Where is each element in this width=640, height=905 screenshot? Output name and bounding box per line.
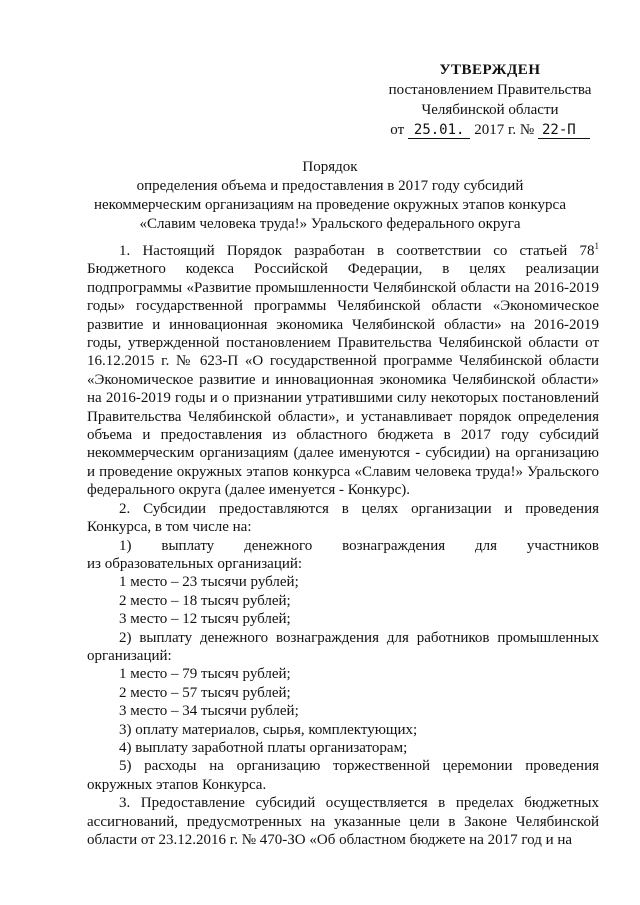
list-item-2: 2) выплату денежного вознаграждения для работников промышленных организаций: bbox=[87, 629, 599, 664]
heading-line-2: определения объема и предоставления в 2017 году субсидий bbox=[136, 178, 524, 194]
approval-date-prefix: от bbox=[390, 122, 405, 138]
approval-date-line bbox=[360, 120, 620, 140]
paragraph-1 bbox=[87, 242, 599, 500]
list-item-1: 1) выплату денежного вознаграждения для участников bbox=[119, 537, 599, 554]
list-item-2-place-2: 2 место – 57 тысяч рублей; bbox=[119, 684, 291, 701]
approval-stamp bbox=[360, 60, 620, 140]
heading-line-4: «Славим человека труда!» Уральского федерального округа bbox=[139, 216, 521, 232]
approval-line-2: Челябинской области bbox=[421, 102, 559, 118]
approval-date-year: 2017 г. № bbox=[474, 122, 535, 138]
list-item-2-place-3: 3 место – 34 тысячи рублей; bbox=[119, 703, 299, 720]
heading-line-3: некоммерческим организациям на проведение окружных этапов конкурса bbox=[93, 197, 567, 213]
document-heading bbox=[40, 158, 620, 234]
paragraph-1-start: 1. Настоящий Порядок разработан в соответствии со статьей 78 bbox=[119, 243, 595, 259]
approval-title: УТВЕРЖДЕН bbox=[439, 62, 541, 78]
approval-line-1: постановлением Правительства bbox=[388, 82, 592, 98]
list-item-1-continuation: из образовательных организаций: bbox=[87, 555, 303, 572]
heading-line-1: Порядок bbox=[302, 159, 358, 175]
list-item-1-place-3: 3 место – 12 тысяч рублей; bbox=[119, 611, 291, 628]
paragraph-1-rest: Бюджетного кодекса Российской Федерации, в целях реализации подпрограммы «Развитие промышленности Челябинской области на 2016-2019 годы» государственной программы Челябинской области «Экономическое развитие и инновационная экономика Челябинской области» на 2016-2019 годы, утвержденной постановлением Правительства Челябинской области от 16.12.2015 г. № 623-П «О государственной программе Челябинской области «Экономическое развитие и инновационная экономика Челябинской области» на 2016-2019 годы и о признании утратившими силу некоторых постановлений Правительства Челябинской области», и устанавливает порядок определения объема и предоставления из областного бюджета в 2017 году субсидий некоммерческим организациям (далее именуются - субсидии) на организацию и проведение окружных этапов конкурса «Славим человека труда!» Уральского федерального округа (далее именуется - Конкурс). bbox=[87, 261, 599, 499]
paragraph-2: 2. Субсидии предоставляются в целях организации и проведения Конкурса, в том числе на: bbox=[87, 500, 599, 536]
paragraph-3: 3. Предоставление субсидий осуществляется в пределах бюджетных ассигнований, предусмотренных на указанные цели в Законе Челябинской области от 23.12.2016 г. № 470-ЗО «Об областном бюджете на 2017 год и на bbox=[87, 795, 599, 848]
document-body bbox=[87, 242, 599, 849]
list-item-2-place-1: 1 место – 79 тысяч рублей; bbox=[119, 666, 291, 683]
approval-number-handwritten: 22-П bbox=[538, 122, 590, 139]
list-item-1-place-2: 2 место – 18 тысяч рублей; bbox=[119, 592, 291, 609]
list-item-3: 3) оплату материалов, сырья, комплектующих; bbox=[119, 721, 418, 738]
list-item-4: 4) выплату заработной платы организаторам; bbox=[119, 739, 408, 756]
approval-date-handwritten: 25.01. bbox=[408, 122, 471, 139]
list-item-5: 5) расходы на организацию торжественной церемонии проведения окружных этапов Конкурса. bbox=[87, 758, 599, 793]
paragraph-1-superscript: 1 bbox=[594, 241, 599, 251]
list-item-1-place-1: 1 место – 23 тысячи рублей; bbox=[119, 574, 299, 591]
